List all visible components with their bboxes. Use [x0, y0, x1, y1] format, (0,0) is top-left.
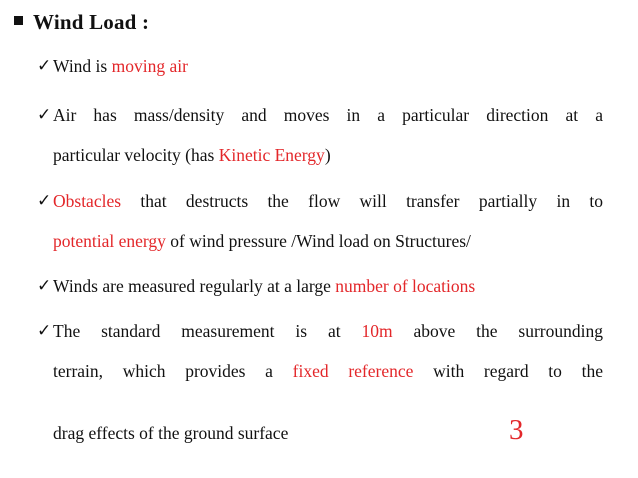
bullet-2-line-2	[53, 144, 603, 166]
slide-heading	[14, 10, 149, 35]
bullet-2-highlight: Kinetic Energy	[218, 145, 325, 165]
bullet-2-line-1	[37, 104, 603, 126]
bullet-5-line-1	[37, 320, 603, 342]
check-icon: ✓	[37, 276, 52, 296]
bullet-3-line-2	[53, 230, 603, 252]
bullet-5-text-cont: terrain, which provides a	[53, 361, 293, 381]
bullet-5-line-2	[53, 360, 603, 382]
bullet-4	[37, 275, 603, 297]
check-icon: ✓	[37, 191, 52, 211]
bullet-4-highlight: number of locations	[335, 276, 476, 296]
bullet-5-text-end: above the surrounding	[392, 321, 603, 341]
bullet-1	[37, 55, 603, 77]
check-icon: ✓	[37, 321, 52, 341]
bullet-3-highlight: Obstacles	[53, 191, 122, 211]
check-icon: ✓	[37, 56, 52, 76]
bullet-1-text: Wind is	[53, 56, 112, 76]
bullet-5-text: The standard measurement is at	[53, 321, 362, 341]
check-icon: ✓	[37, 105, 52, 125]
bullet-5-text-last: drag effects of the ground surface	[53, 423, 289, 443]
bullet-5-highlight: 10m	[361, 321, 393, 341]
bullet-3-text: that destructs the flow will transfer partially in to	[121, 191, 603, 211]
bullet-2-text-cont: particular velocity (has	[53, 145, 219, 165]
bullet-3-highlight-2: potential energy	[53, 231, 166, 251]
bullet-3-line-1	[37, 190, 603, 212]
bullet-3-text-cont: of wind pressure /Wind load on Structures/	[165, 231, 471, 251]
bullet-5-text-cont-2: with regard to the	[413, 361, 603, 381]
bullet-2-text-end: )	[324, 145, 331, 165]
bullet-2-text: Air has mass/density and moves in a particular direction at a	[53, 105, 603, 125]
page-number: 3	[509, 414, 524, 446]
bullet-4-text: Winds are measured regularly at a large	[53, 276, 336, 296]
bullet-1-highlight: moving air	[111, 56, 188, 76]
square-bullet-icon	[14, 16, 23, 25]
bullet-5-highlight-2: fixed reference	[292, 361, 414, 381]
heading-text: Wind Load :	[33, 10, 150, 34]
